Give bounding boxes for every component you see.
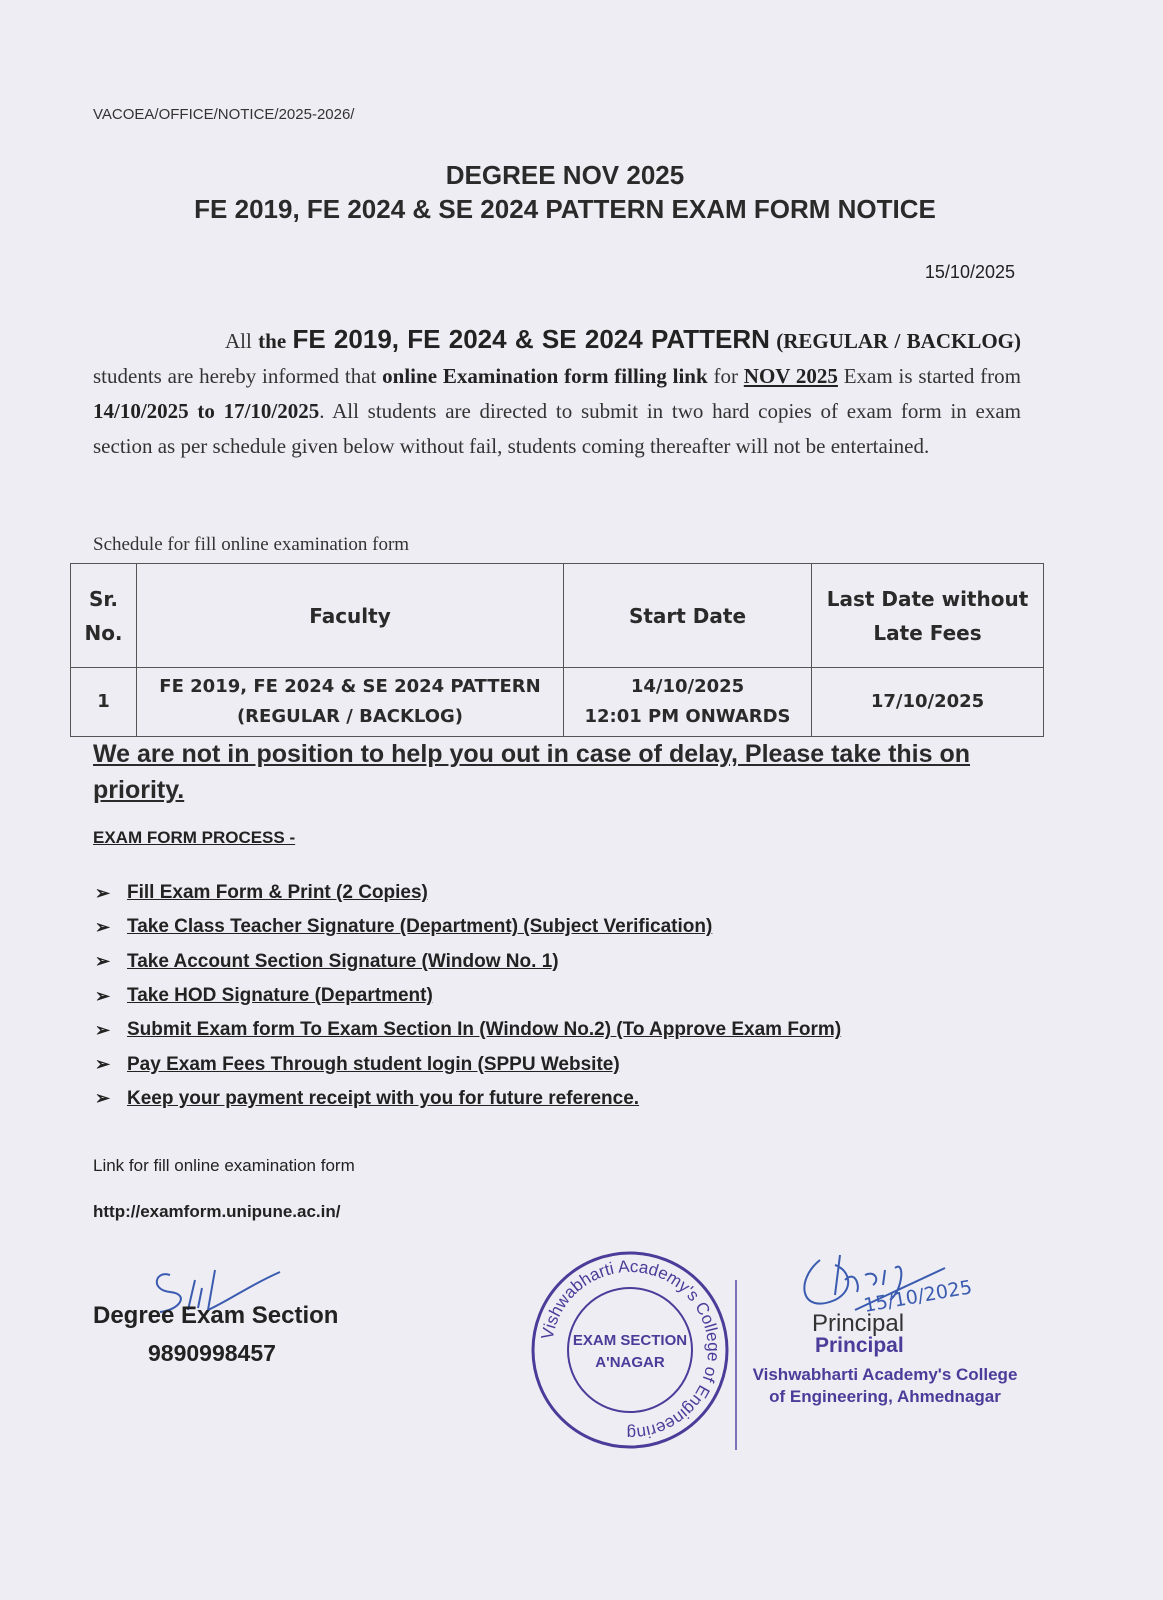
warning-text: We are not in position to help you out in case of delay, Please take this on priority. <box>93 740 971 804</box>
notice-date: 15/10/2025 <box>924 262 1015 282</box>
header-faculty: Faculty <box>137 564 564 668</box>
principal-signature-icon <box>795 1240 975 1320</box>
notice-paragraph: All the FE 2019, FE 2024 & SE 2024 PATTERN (REGULAR / BACKLOG) students are hereby informed that online Examination form filling link for NOV 2025 Exam is started from 14/10/2025 to 17/10/2025. All students are directed to submit in two hard copies of exam form in exam section as per schedule given below without fail, students coming thereafter will not be entertained. <box>93 324 1021 458</box>
arrow-bullet-icon: ➢ <box>95 916 111 937</box>
notice-title: DEGREE NOV 2025 <box>445 160 685 190</box>
exam-section-designation: Degree Exam Section <box>93 1302 339 1329</box>
svg-text:Vishwabharti Academy's College: Vishwabharti Academy's College of Engineering <box>537 1256 724 1444</box>
list-item: ➢ Submit Exam form To Exam Section In (Window No.2) (To Approve Exam Form) <box>95 1019 842 1041</box>
svg-text:15/10/2025: 15/10/2025 <box>862 1276 974 1317</box>
schedule-label: Schedule for fill online examination form <box>93 534 410 555</box>
arrow-bullet-icon: ➢ <box>95 1088 111 1109</box>
exam-section-stamp <box>525 1245 735 1455</box>
process-steps <box>95 876 841 1116</box>
list-item: ➢ Pay Exam Fees Through student login (SPPU Website) <box>95 1053 620 1075</box>
exam-section-phone: 9890998457 <box>148 1340 276 1366</box>
notice-subtitle: FE 2019, FE 2024 & SE 2024 PATTERN EXAM FORM NOTICE <box>194 194 936 224</box>
cell-sr: 1 <box>71 668 137 737</box>
header-last-date: Last Date without Late Fees <box>812 564 1044 668</box>
table-header-row <box>71 564 1044 668</box>
header-start-date: Start Date <box>564 564 812 668</box>
cell-last-date: 17/10/2025 <box>812 668 1044 737</box>
cell-faculty: FE 2019, FE 2024 & SE 2024 PATTERN (REGULAR / BACKLOG) <box>137 668 564 737</box>
arrow-bullet-icon: ➢ <box>95 1054 111 1075</box>
principal-stamp-title: Principal <box>815 1334 904 1357</box>
list-item: ➢ Take HOD Signature (Department) <box>95 985 433 1007</box>
arrow-bullet-icon: ➢ <box>95 1019 111 1040</box>
schedule-table <box>70 563 1044 737</box>
arrow-bullet-icon: ➢ <box>95 985 111 1006</box>
list-item: ➢ Fill Exam Form & Print (2 Copies) <box>95 882 428 904</box>
notice-reference: VACOEA/OFFICE/NOTICE/2025-2026/ <box>93 106 355 123</box>
svg-text:A'NAGAR: A'NAGAR <box>595 1354 665 1371</box>
exam-form-link[interactable]: http://examform.unipune.ac.in/ <box>93 1202 341 1221</box>
table-row <box>71 668 1044 737</box>
principal-stamp-college: Vishwabharti Academy's College of Engineering, Ahmednagar <box>752 1365 1018 1406</box>
list-item: ➢ Take Account Section Signature (Window No. 1) <box>95 950 559 972</box>
arrow-bullet-icon: ➢ <box>95 882 111 903</box>
link-label: Link for fill online examination form <box>93 1156 355 1175</box>
list-item: ➢ Take Class Teacher Signature (Department) (Subject Verification) <box>95 916 713 938</box>
header-sr-no: Sr. No. <box>71 564 137 668</box>
list-item: ➢ Keep your payment receipt with you for future reference. <box>95 1087 640 1109</box>
arrow-bullet-icon: ➢ <box>95 951 111 972</box>
principal-title: Principal <box>812 1310 905 1337</box>
process-heading: EXAM FORM PROCESS - <box>93 828 296 847</box>
cell-start-date: 14/10/2025 12:01 PM ONWARDS <box>564 668 812 737</box>
svg-text:EXAM SECTION: EXAM SECTION <box>572 1332 688 1349</box>
